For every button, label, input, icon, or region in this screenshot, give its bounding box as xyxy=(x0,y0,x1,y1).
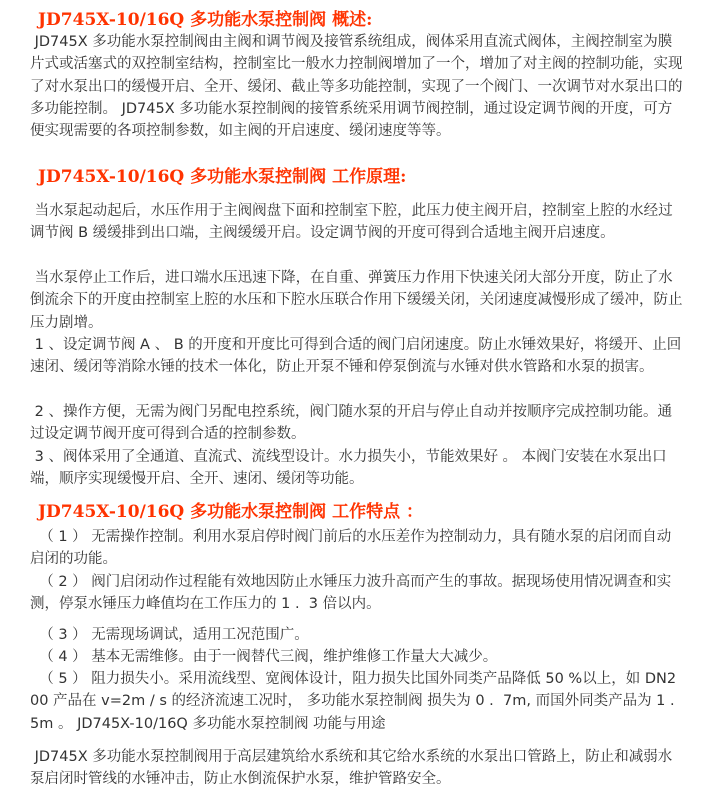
overview-heading: JD745X-10/16Q 多功能水泵控制阀 概述: xyxy=(38,10,373,30)
principle-heading: JD745X-10/16Q 多功能水泵控制阀 工作原理: xyxy=(38,167,407,187)
principle-paragraph-5: 3 、阀体采用了全通道、直流式、流线型设计。水力损失小，节能效果好 。 本阀门安装在水泵出口端，顺序实现缓慢开启、全开、速闭、缓闭等功能。 xyxy=(30,449,667,488)
overview-paragraph: JD745X 多功能水泵控制阀由主阀和调节阀及接管系统组成，阀体采用直流式阀体，主阀控制室为膜片式或活塞式的双控制室结构，控制室比一般水力控制阀增加了一个，增加了对主阀的控制功能，实现了对水泵出口的缓慢开启、全开、缓闭、截止等多功能控制，实现了一个阀门、一次调节对水泵出口的多功能控制。 JD745X 多功能水泵控制阀的接管系统采用调节阀控制，通过设定调节阀的开度，可方便实现需要的各项控制参数，如主阀的开启速度、缓闭速度等等。 xyxy=(30,34,683,140)
feature-item-4: （ 4 ） 基本无需维修。由于一阀替代三阀，维护维修工作量大大减少。 xyxy=(30,649,498,665)
feature-item-1: （ 1 ） 无需操作控制。利用水泵启停时阀门前后的水压差作为控制动力，具有随水泵的启闭而自动启闭的功能。 xyxy=(30,529,672,568)
feature-item-2: （ 2 ） 阀门启闭动作过程能有效地因防止水锤压力波升高而产生的事故。据现场使用情况调查和实测，停泵水锤压力峰值均在工作压力的 1 . 3 倍以内。 xyxy=(30,574,672,613)
feature-item-3: （ 3 ） 无需现场调试，适用工况范围广。 xyxy=(30,627,309,643)
principle-paragraph-2: 当水泵停止工作后，进口端水压迅速下降，在自重、弹簧压力作用下快速关闭大部分开度，防止了水倒流余下的开度由控制室上腔的水压和下腔水压联合作用下缓缓关闭，关闭速度减慢形成了缓冲，防止压力剧增。 xyxy=(30,270,683,331)
principle-paragraph-3: 1 、设定调节阀 A 、 B 的开度和开度比可得到合适的阀门启闭速度。防止水锤效果好，将缓开、止回速闭、缓闭等消除水锤的技术一体化，防止开泵不锤和停泵倒流与水锤对供水管路和水泵的损害。 xyxy=(30,337,682,376)
principle-paragraph-4: 2 、操作方便，无需为阀门另配电控系统，阀门随水泵的开启与停止自动并按顺序完成控制功能。通过设定调节阀开度可得到合适的控制参数。 xyxy=(30,404,672,443)
usage-paragraph: JD745X 多功能水泵控制阀用于高层建筑给水系统和其它给水系统的水泵出口管路上，防止和减弱水泵启闭时管线的水锤冲击，防止水倒流保护水泵，维护管路安全。 xyxy=(30,749,673,788)
feature-item-5: （ 5 ） 阻力损失小。采用流线型、宽阀体设计，阻力损失比国外同类产品降低 50 %以上，如 DN200 产品在 v=2m / s 的经济流速工况时， 多功能水泵控制阀 损失为 0 . 7m, 而国外同类产品为 1 . 5m 。 JD745X-10/16Q 多功能水泵控制阀 功能与用途 xyxy=(30,671,684,732)
features-heading: JD745X-10/16Q 多功能水泵控制阀 工作特点 ： xyxy=(38,502,423,522)
principle-paragraph-1: 当水泵起动起后，水压作用于主阀阀盘下面和控制室下腔，此压力使主阀开启，控制室上腔的水经过调节阀 B 缓缓排到出口端，主阀缓缓开启。设定调节阀的开度可得到合适地主阀开启速度。 xyxy=(30,203,673,242)
